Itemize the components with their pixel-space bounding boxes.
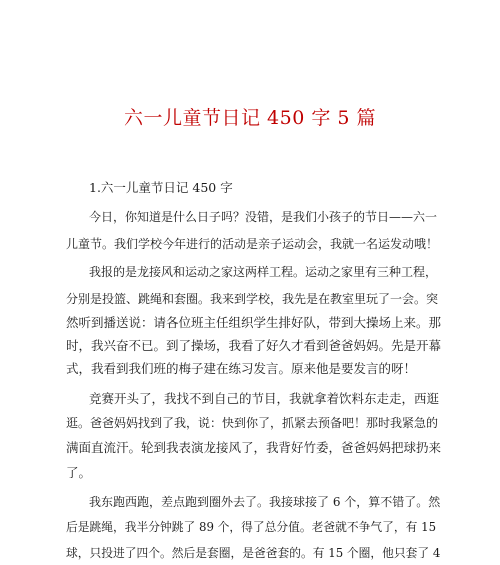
paragraph-line: 式，我看到我们班的梅子建在练习发言。原来他是要发言的呀！ (66, 361, 417, 376)
paragraph-line: 逛。爸爸妈妈找到了我，说：快到你了，抓紧去预备吧！那时我紧急的 (66, 416, 439, 430)
paragraph-line: 然听到播送说：请各位班主任组织学生排好队，带到大操场上来。那 (66, 315, 442, 330)
paragraph-line: 儿童节。我们学校今年进行的活动是亲子运动会，我就一名运发动哦！ (66, 237, 439, 251)
paragraph-line: 满面直流汗。轮到我表演龙接风了，我背好竹委，爸爸妈妈把球扔来 (66, 440, 442, 455)
paragraph-line: 竞赛开头了，我找不到自己的节目，我就拿着饮料东走走，西逛 (89, 391, 440, 406)
paragraph-line: 球，只投进了四个。然后是套圈，是爸爸套的。有 15 个圈，他只套了 4 (66, 546, 441, 560)
paragraph-line: 时，我兴奋不已。到了操场，我看了好久才看到爸爸妈妈。先是开幕 (66, 338, 442, 353)
paragraph-line: 今日，你知道是什么日子吗？没错，是我们小孩子的节日——六一 (89, 210, 438, 224)
section-heading: 1.六一儿童节日记 450 字 (89, 180, 233, 195)
paragraph-line: 了。 (66, 465, 92, 480)
paragraph-line: 我东跑西跑，差点跑到圈外去了。我接球接了 6 个，算不错了。然 (89, 495, 441, 509)
paragraph-line: 后是跳绳，我半分钟跳了 89 个，得了总分值。老爸就不争气了，有 15 (66, 520, 437, 534)
document-title: 六一儿童节日记 450 字 5 篇 (123, 107, 376, 129)
paragraph-line: 分别是投篮、跳绳和套圈。我来到学校，我先是在教室里玩了一会。突 (66, 292, 439, 306)
paragraph-line: 我报的是龙接风和运动之家这两样工程。运动之家里有三种工程， (89, 265, 438, 279)
